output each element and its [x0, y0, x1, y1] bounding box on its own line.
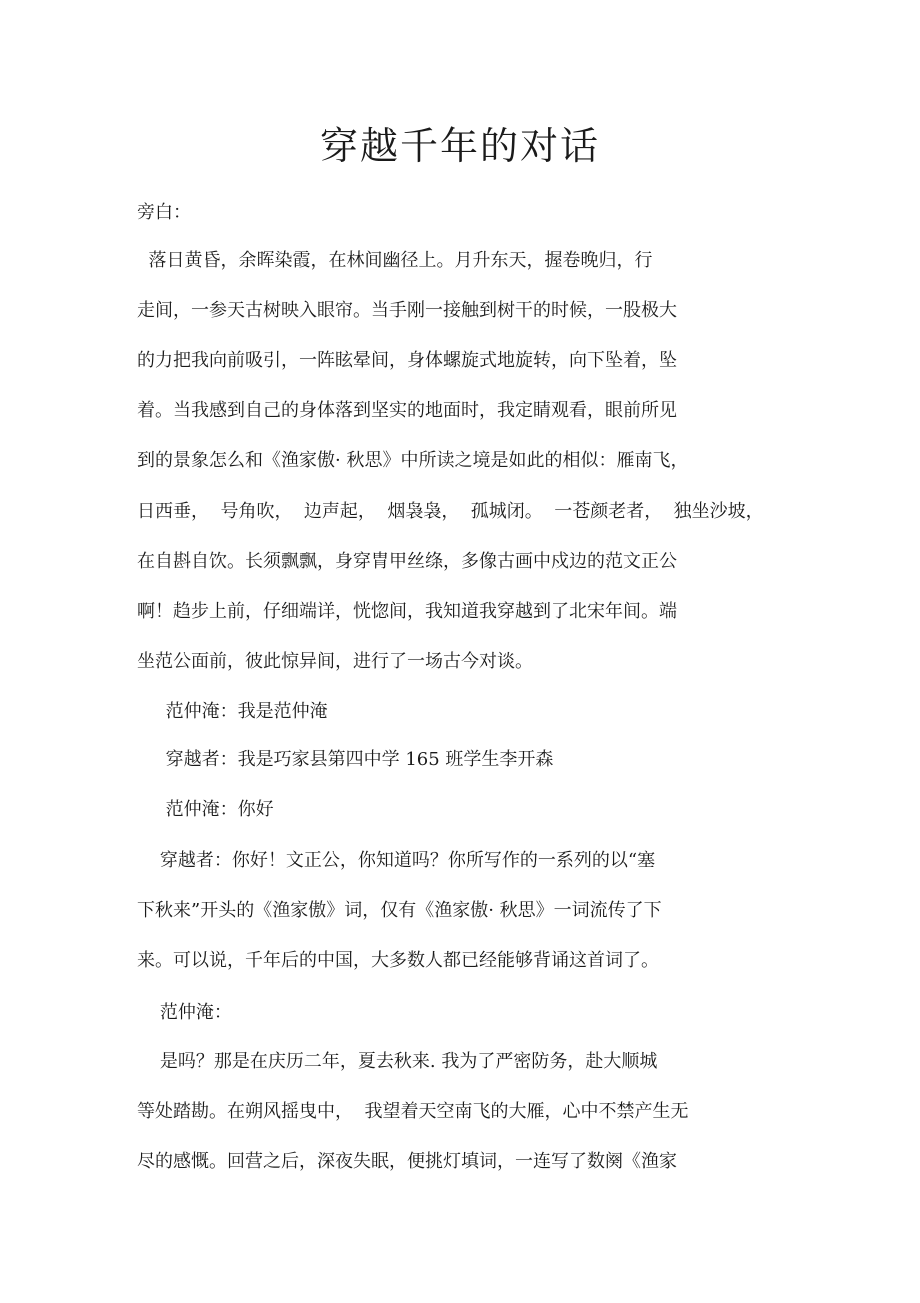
text-line: 尽的感慨。回营之后，深夜失眠，便挑灯填词，一连写了数阕《渔家	[137, 1151, 677, 1172]
text-line: 来。可以说，千年后的中国，大多数人都已经能够背诵这首词了。	[137, 950, 659, 971]
dialogue-line: 穿越者：我是巧家县第四中学 165 班学生李开森	[137, 749, 554, 770]
text-line: 在自斟自饮。长须飘飘，身穿胄甲丝绦，多像古画中戍边的范文正公	[137, 551, 677, 572]
text-line: 落日黄昏，余晖染霞，在林间幽径上。月升东天，握卷晚归，行	[137, 250, 653, 271]
text-line: 的力把我向前吸引，一阵眩晕间，身体螺旋式地旋转，向下坠着，坠	[137, 350, 677, 371]
text-line: 下秋来”开头的《渔家傲》词，仅有《渔家傲· 秋思》一词流传了下	[137, 900, 662, 921]
document-title: 穿越千年的对话	[319, 124, 600, 168]
dialogue-line: 范仲淹：我是范仲淹	[137, 701, 328, 722]
dialogue-line: 穿越者：你好！文正公，你知道吗？你所写作的一系列的以“塞	[137, 850, 656, 871]
text-line: 走间，一参天古树映入眼帘。当手刚一接触到树干的时候，一股极大	[137, 300, 677, 321]
text-line: 到的景象怎么和《渔家傲· 秋思》中所读之境是如此的相似：雁南飞，	[137, 450, 689, 471]
text-line: 着。当我感到自己的身体落到坚实的地面时，我定睛观看，眼前所见	[137, 400, 677, 421]
dialogue-line: 范仲淹：	[137, 1002, 232, 1023]
text-line: 啊！趋步上前，仔细端详，恍惚间，我知道我穿越到了北宋年间。端	[137, 601, 677, 622]
text-line: 日西垂， 号角吹， 边声起， 烟袅袅， 孤城闭。 一苍颜老者， 独坐沙坡，	[137, 501, 764, 522]
text-line: 旁白：	[137, 202, 191, 223]
dialogue-line: 范仲淹：你好	[137, 799, 274, 820]
text-line: 是吗？那是在庆历二年，夏去秋来. 我为了严密防务，赴大顺城	[137, 1051, 658, 1072]
text-line: 坐范公面前，彼此惊异间，进行了一场古今对谈。	[137, 651, 533, 672]
text-line: 等处踏勘。在朔风摇曳中， 我望着天空南飞的大雁，心中不禁产生无	[137, 1101, 689, 1122]
